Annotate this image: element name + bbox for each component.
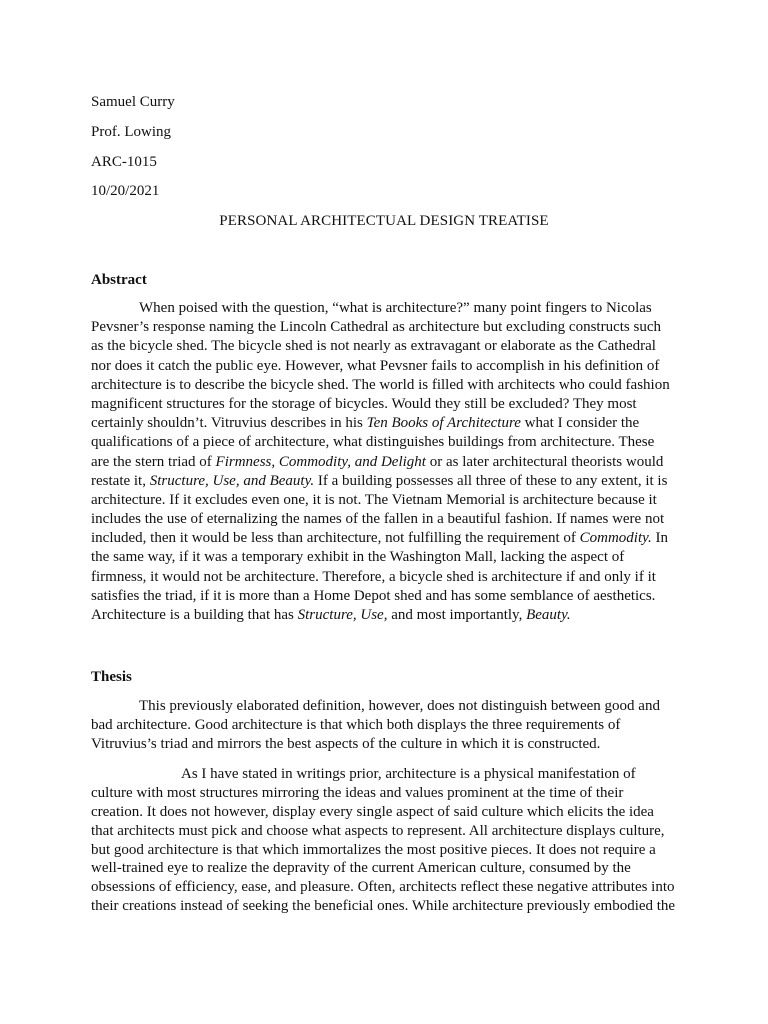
- abstract-line: includes the use of eternalizing the names of the fallen in a beautiful fashion. If names were not: [91, 511, 665, 528]
- thesis-line: Vitruvius’s triad and mirrors the best aspects of the culture in which it is constructed.: [91, 736, 601, 753]
- text-run: certainly shouldn’t. Vitruvius describes in his: [91, 415, 367, 432]
- italic-run: Ten Books of Architecture: [366, 415, 521, 432]
- abstract-line: the same way, if it was a temporary exhibit in the Washington Mall, lacking the aspect of: [91, 549, 625, 566]
- abstract-line: architecture is to describe the bicycle shed. The world is filled with architects who could fashion: [91, 376, 670, 393]
- text-run: are the stern triad of: [91, 453, 216, 470]
- author-name: Samuel Curry: [91, 94, 175, 110]
- abstract-line: [91, 472, 691, 491]
- italic-run: Structure, Use, and Beauty.: [149, 472, 315, 489]
- abstract-heading: Abstract: [91, 272, 147, 288]
- thesis-line: creation. It does not however, display every single aspect of said culture which elicits the idea: [91, 803, 654, 820]
- thesis-line: As I have stated in writings prior, architecture is a physical manifestation of: [181, 766, 636, 782]
- italic-run: Firmness, Commodity, and Delight: [215, 453, 426, 470]
- thesis-line: but good architecture is that which immortalizes the most positive pieces. It does not require a: [91, 841, 656, 858]
- abstract-line: Pevsner’s response naming the Lincoln Cathedral as architecture but excluding constructs such: [91, 319, 661, 336]
- text-run: included, then it would be less than architecture, not fulfilling the requirement of: [91, 530, 580, 547]
- document-date: 10/20/2021: [91, 183, 160, 199]
- thesis-line: This previously elaborated definition, however, does not distinguish between good and: [139, 698, 660, 714]
- abstract-paragraph: [91, 299, 691, 625]
- abstract-line: [91, 453, 691, 472]
- abstract-line: When poised with the question, “what is architecture?” many point fingers to Nicolas: [139, 300, 652, 316]
- thesis-paragraph-1: [91, 697, 691, 755]
- course-code: ARC-1015: [91, 154, 157, 170]
- thesis-paragraph-2: [91, 765, 691, 916]
- italic-run: Structure, Use,: [297, 607, 388, 623]
- abstract-line: as the bicycle shed. The bicycle shed is not nearly as extravagant or elaborate as the Cathedral: [91, 338, 656, 355]
- thesis-line: obsessions of efficiency, ease, and pleasure. Often, architects reflect these negative attributes into: [91, 879, 675, 896]
- thesis-line: that architects must pick and choose what aspects to represent. All architecture displays culture,: [91, 822, 665, 839]
- thesis-line: culture with most structures mirroring the ideas and values prominent at the time of their: [91, 784, 624, 801]
- thesis-line: their creations instead of seeking the beneficial ones. While architecture previously embodied the: [91, 898, 676, 915]
- thesis-line: bad architecture. Good architecture is that which both displays the three requirements of: [91, 717, 621, 734]
- thesis-heading: Thesis: [91, 669, 132, 685]
- text-run: If a building possesses all three of these to any extent, it is: [314, 472, 668, 489]
- abstract-line: satisfies the triad, if it is more than a Home Depot shed and has some semblance of aesthetics.: [91, 587, 656, 604]
- text-run: or as later architectural theorists would: [425, 453, 664, 470]
- abstract-line: [91, 529, 691, 548]
- document-title: PERSONAL ARCHITECTUAL DESIGN TREATISE: [219, 213, 549, 229]
- abstract-line: firmness, it would not be architecture. Therefore, a bicycle shed is architecture if and only if it: [91, 568, 656, 585]
- abstract-line: qualifications of a piece of architecture, what distinguishes buildings from architecture. These: [91, 434, 655, 451]
- abstract-line: [91, 606, 691, 625]
- text-run: restate it,: [91, 472, 150, 489]
- text-run: what I consider the: [520, 415, 640, 432]
- italic-run: Beauty.: [526, 607, 571, 623]
- abstract-line: architecture. If it excludes even one, it is not. The Vietnam Memorial is architecture because it: [91, 491, 657, 508]
- text-run: and most importantly,: [387, 607, 527, 623]
- abstract-line: nor does it catch the public eye. However, what Pevsner fails to accomplish in his definition of: [91, 357, 660, 374]
- professor-name: Prof. Lowing: [91, 124, 171, 140]
- abstract-line: magnificent structures for the storage of bicycles. Would they still be excluded? They most: [91, 395, 637, 412]
- italic-run: Commodity.: [579, 530, 652, 547]
- abstract-line: [91, 414, 691, 433]
- text-run: In: [651, 530, 668, 547]
- text-run: Architecture is a building that has: [91, 607, 298, 623]
- thesis-line: well-trained eye to realize the depravity of the current American culture, consumed by the: [91, 860, 631, 877]
